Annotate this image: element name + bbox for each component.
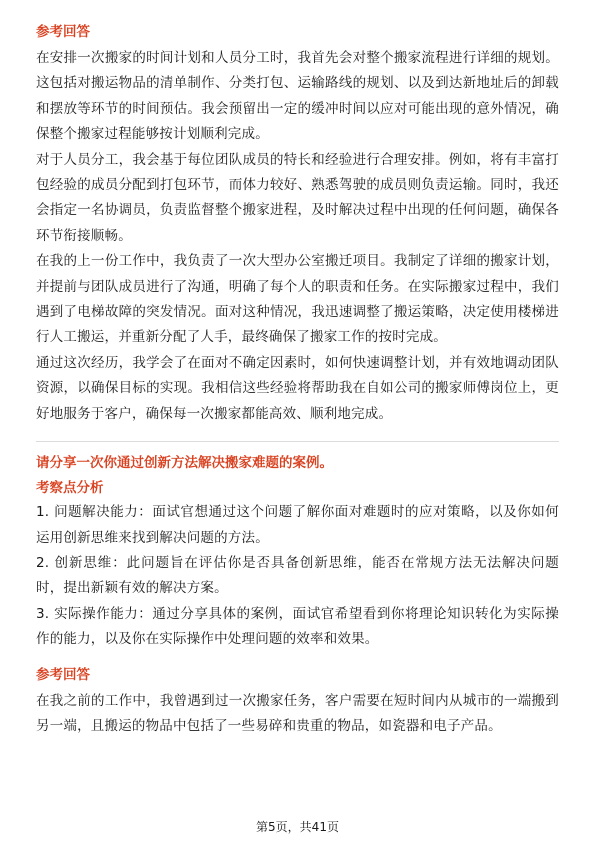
- analysis-heading: 考察点分析: [36, 480, 104, 497]
- section-divider: [36, 441, 559, 442]
- document-content: [36, 18, 559, 739]
- page-number: 第5页，共41页: [256, 820, 339, 834]
- answer-paragraph: 通过这次经历，我学会了在面对不确定因素时，如何快速调整计划，并有效地调动团队资源，以确保目标的实现。我相信这些经验将帮助我在自如公司的搬家师傅岗位上，更好地服务于客户，确保每一次搬家都能高效、顺利地完成。: [36, 354, 559, 422]
- answer-paragraph: 在安排一次搬家的时间计划和人员分工时，我首先会对整个搬家流程进行详细的规划。这包括对搬运物品的清单制作、分类打包、运输路线的规划、以及到达新地址后的卸载和摆放等环节的时间预估。我会预留出一定的缓冲时间以应对可能出现的意外情况，确保整个搬家过程能够按计划顺利完成。: [36, 50, 559, 143]
- interview-question: 请分享一次你通过创新方法解决搬家难题的案例。: [36, 455, 333, 472]
- answer-paragraph: 在我之前的工作中，我曾遇到过一次搬家任务，客户需要在短时间内从城市的一端搬到另一端，且搬运的物品中包括了一些易碎和贵重的物品，如瓷器和电子产品。: [36, 692, 559, 734]
- analysis-item: 3. 实际操作能力：通过分享具体的案例，面试官希望看到你将理论知识转化为实际操作的能力，以及你在实际操作中处理问题的效率和效果。: [36, 605, 559, 648]
- reference-answer-heading: 参考回答: [36, 24, 90, 40]
- reference-answer-heading: 参考回答: [36, 666, 90, 683]
- answer-paragraph: 在我的上一份工作中，我负责了一次大型办公室搬迁项目。我制定了详细的搬家计划，并提前与团队成员进行了沟通，明确了每个人的职责和任务。在实际搬家过程中，我们遇到了电梯故障的突发情况。面对这种情况，我迅速调整了搬运策略，决定使用楼梯进行人工搬运，并重新分配了人手，最终确保了搬家工作的按时完成。: [36, 253, 559, 346]
- answer-paragraph: 对于人员分工，我会基于每位团队成员的特长和经验进行合理安排。例如，将有丰富打包经验的成员分配到打包环节，而体力较好、熟悉驾驶的成员则负责运输。同时，我还会指定一名协调员，负责监督整个搬家进程，及时解决过程中出现的任何问题，确保各环节衔接顺畅。: [36, 151, 559, 244]
- analysis-item: 1. 问题解决能力：面试官想通过这个问题了解你面对难题时的应对策略，以及你如何运用创新思维来找到解决问题的方法。: [36, 504, 559, 546]
- analysis-item: 2. 创新思维：此问题旨在评估你是否具备创新思维，能否在常规方法无法解决问题时，提出新颖有效的解决方案。: [36, 554, 559, 597]
